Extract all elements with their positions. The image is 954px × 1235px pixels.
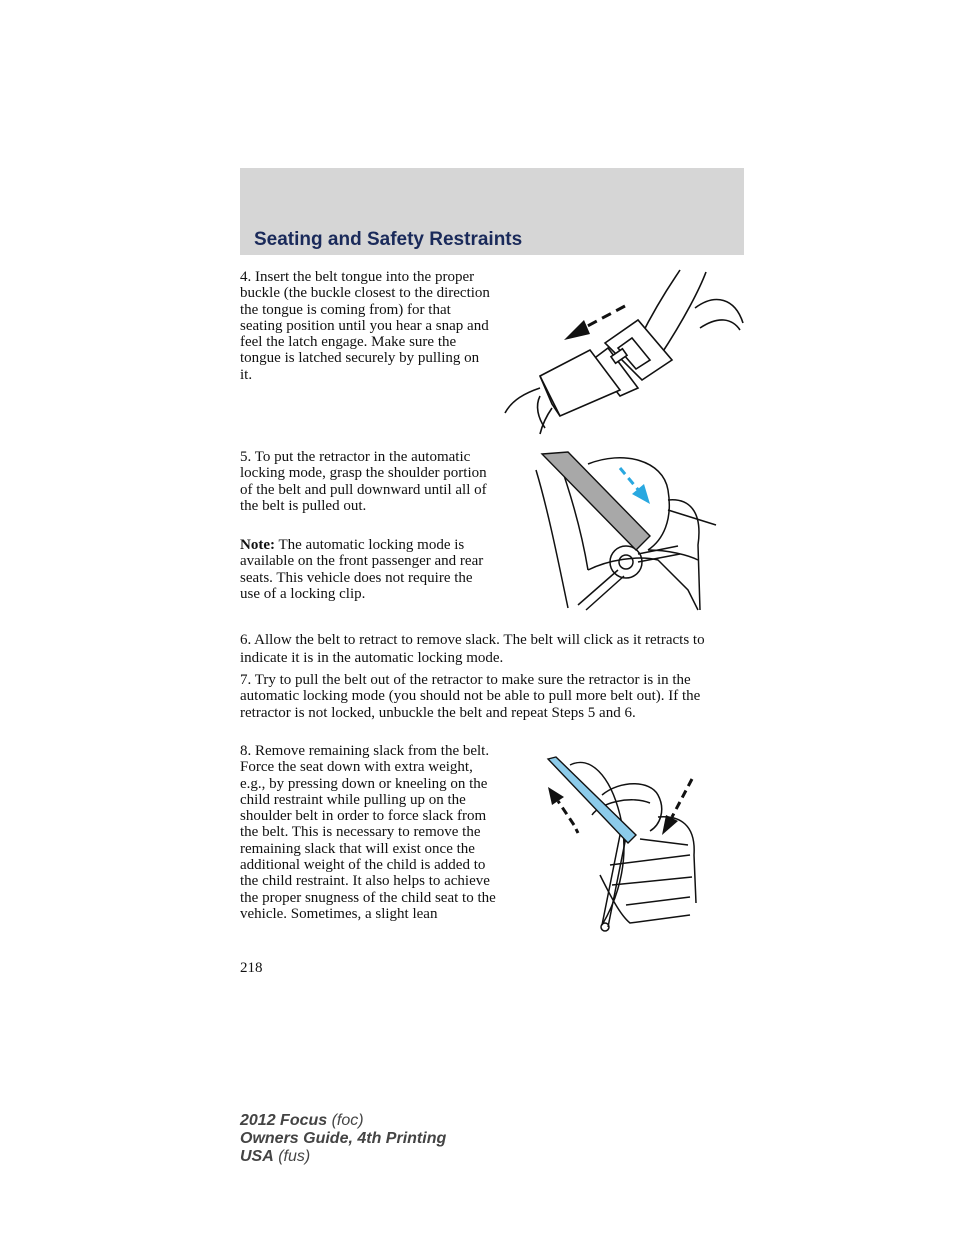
step-5-text: 5. To put the retractor in the automatic locking mode, grasp the shoulder portion of the belt and pull downward until all of the belt is pulled out. bbox=[240, 449, 487, 514]
step-8-text: 8. Remove remaining slack from the belt. Force the seat down with extra weight, e.g., by pressing down or kneeling on the child restraint while pulling up on the shoulder belt in order to force slack from the belt. This is necessary to remove the remaining slack that will exist once the additional weight of the child is added to the child restraint. It also helps to achieve the proper snugness of the child seat to the vehicle. Sometimes, a slight lean bbox=[240, 743, 496, 922]
note-label: Note: bbox=[240, 537, 275, 553]
buckle-illustration bbox=[500, 268, 746, 436]
step-6-text: 6. Allow the belt to retract to remove slack. The belt will click as it retracts to indicate it is in the automatic locking mode. bbox=[240, 632, 705, 666]
page-number: 218 bbox=[240, 960, 263, 976]
slack-removal-illustration bbox=[540, 755, 710, 937]
footer-line-3: USA (fus) bbox=[240, 1148, 311, 1165]
step-7-text: 7. Try to pull the belt out of the retractor to make sure the retractor is in the automatic locking mode (you should not be able to pull more belt out). If the retractor is not locked, unbuckle the belt and repeat Steps 5 and 6. bbox=[240, 672, 701, 721]
footer-line-2: Owners Guide, 4th Printing bbox=[240, 1130, 447, 1147]
footer bbox=[240, 1112, 446, 1166]
section-header bbox=[240, 168, 744, 255]
note-paragraph bbox=[240, 537, 496, 602]
footer-line-1: 2012 Focus (foc) bbox=[240, 1112, 364, 1129]
note-text: The automatic locking mode is available on the front passenger and rear seats. This vehicle does not require the use of a locking clip. bbox=[240, 537, 484, 602]
section-title: Seating and Safety Restraints bbox=[254, 229, 523, 250]
step-4-text: 4. Insert the belt tongue into the proper buckle (the buckle closest to the direction the tongue is coming from) for that seating position until you hear a snap and feel the latch engage. Make sure the tongue is latched securely by pulling on it. bbox=[240, 269, 490, 383]
retractor-illustration bbox=[528, 450, 724, 615]
